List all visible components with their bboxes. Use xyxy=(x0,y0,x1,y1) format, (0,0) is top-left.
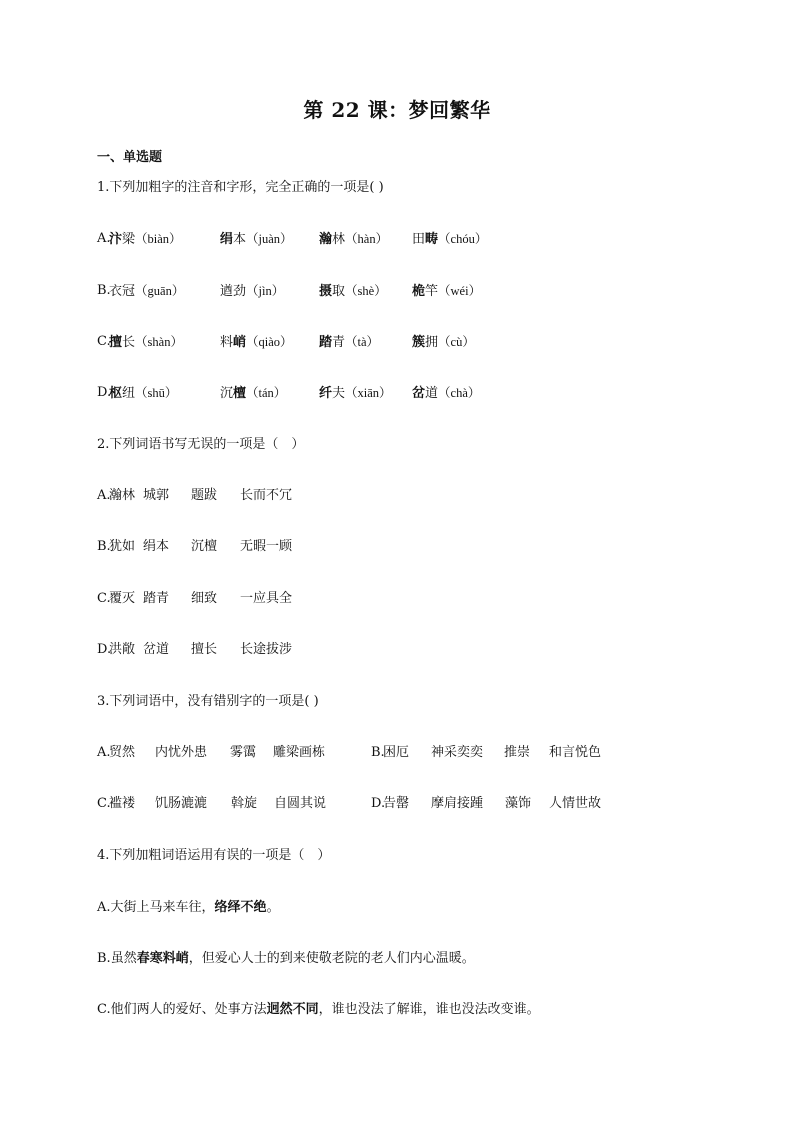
bold-phrase: 络绎不绝 xyxy=(214,900,267,915)
bold-char: 檀 xyxy=(233,386,247,401)
bold-char: 纤 xyxy=(319,386,333,401)
question-2-stem: 2.下列词语书写无误的一项是（ ） xyxy=(97,437,305,452)
option-word: 题跋 xyxy=(191,488,218,503)
option-word: 岔道 xyxy=(143,642,170,657)
pinyin: （wéi） xyxy=(438,284,482,298)
option-word: 无暇一顾 xyxy=(240,539,293,554)
question-1-stem: 1.下列加粗字的注音和字形，完全正确的一项是( ) xyxy=(97,180,384,195)
option-word: 长途拔涉 xyxy=(240,642,293,657)
question-3-stem: 3.下列词语中，没有错别字的一项是( ) xyxy=(97,694,319,709)
pinyin: （shū） xyxy=(135,386,178,400)
word-rest: 长 xyxy=(122,335,136,350)
option-word: 城郭 xyxy=(143,488,170,503)
pinyin: （hàn） xyxy=(345,232,389,246)
bold-char: 摄 xyxy=(319,284,333,299)
option-letter: D. xyxy=(371,796,386,811)
option-word: 细致 xyxy=(191,591,218,606)
pinyin: （jìn） xyxy=(246,284,285,298)
bold-phrase: 春寒料峭 xyxy=(136,951,189,966)
option-word xyxy=(412,385,480,402)
pinyin: （shè） xyxy=(345,284,387,298)
word-rest: 拥 xyxy=(425,335,439,350)
option-word xyxy=(412,283,481,300)
word-rest: 道 xyxy=(425,386,439,401)
option-letter: D. xyxy=(97,385,112,400)
option-word: 长而不冗 xyxy=(240,488,293,503)
word-prefix: 沉 xyxy=(220,386,234,401)
sentence-suffix: 。 xyxy=(266,900,280,915)
option-letter: C. xyxy=(97,591,111,606)
option-word: 沉檀 xyxy=(191,539,218,554)
pinyin: （tà） xyxy=(345,335,380,349)
option-letter: B. xyxy=(97,539,111,554)
option-word: 贸然 xyxy=(109,745,136,760)
word-prefix: 料 xyxy=(220,335,234,350)
bold-char: 擅 xyxy=(109,335,123,350)
word-rest: 梁 xyxy=(122,232,136,247)
sentence-prefix: 大街上马来车往， xyxy=(110,900,215,915)
sentence-prefix: 虽然 xyxy=(110,951,137,966)
option-word xyxy=(319,231,388,248)
word-rest: 本 xyxy=(233,232,247,247)
pinyin: （juàn） xyxy=(246,232,293,246)
pinyin: （chóu） xyxy=(438,232,488,246)
pinyin: （shàn） xyxy=(135,335,183,349)
sentence-prefix: 他们两人的爱好、处事方法 xyxy=(110,1002,267,1017)
option-letter: C. xyxy=(97,334,111,349)
sentence-suffix: ，但爱心人士的到来使敬老院的老人们内心温暖。 xyxy=(188,951,475,966)
word-rest: 青 xyxy=(332,335,346,350)
option-letter: A. xyxy=(97,745,111,760)
option-word: 自圆其说 xyxy=(274,796,327,811)
option-word: 告罄 xyxy=(383,796,410,811)
question-4-option xyxy=(97,951,475,967)
pinyin: （biàn） xyxy=(135,232,182,246)
option-word: 踏青 xyxy=(143,591,170,606)
option-word xyxy=(220,334,293,351)
option-word xyxy=(319,334,379,351)
option-word xyxy=(109,334,183,351)
option-word: 褴褛 xyxy=(109,796,136,811)
option-letter: A. xyxy=(97,231,111,246)
word-rest: 取 xyxy=(332,284,346,299)
question-4-stem: 4.下列加粗词语运用有误的一项是（ ） xyxy=(97,848,331,863)
word-rest: 衣冠 xyxy=(109,284,136,299)
bold-char: 枢 xyxy=(109,386,123,401)
option-word xyxy=(109,283,184,300)
option-word: 擅长 xyxy=(191,642,218,657)
option-word xyxy=(412,334,475,351)
option-letter: C. xyxy=(97,1002,111,1017)
bold-char: 瀚 xyxy=(319,232,333,247)
option-word xyxy=(412,231,487,248)
pinyin: （tán） xyxy=(246,386,287,400)
option-word xyxy=(319,283,387,300)
bold-char: 簇 xyxy=(412,335,426,350)
pinyin: （xiān） xyxy=(345,386,392,400)
option-word xyxy=(319,385,392,402)
option-word: 饥肠漉漉 xyxy=(155,796,208,811)
option-letter: C. xyxy=(97,796,111,811)
page-title: 第 22 课：梦回繁华 xyxy=(303,98,491,122)
option-word: 人情世故 xyxy=(549,796,602,811)
option-word: 一应具全 xyxy=(240,591,293,606)
option-word: 犹如 xyxy=(109,539,136,554)
option-word: 雕梁画栋 xyxy=(273,745,326,760)
option-letter: B. xyxy=(97,283,111,298)
question-4-option xyxy=(97,1002,540,1018)
bold-char: 汴 xyxy=(109,232,123,247)
bold-char: 畴 xyxy=(425,232,439,247)
option-word: 洪敞 xyxy=(109,642,136,657)
option-letter: D. xyxy=(97,642,112,657)
pinyin: （cù） xyxy=(438,335,475,349)
option-letter: B. xyxy=(371,745,385,760)
bold-char: 踏 xyxy=(319,335,333,350)
option-word: 斡旋 xyxy=(231,796,258,811)
word-prefix: 田 xyxy=(412,232,426,247)
option-letter: A. xyxy=(97,900,111,915)
bold-char: 桅 xyxy=(412,284,426,299)
option-word: 覆灭 xyxy=(109,591,136,606)
option-word: 瀚林 xyxy=(109,488,136,503)
question-4-option xyxy=(97,900,280,916)
pinyin: （chà） xyxy=(438,386,481,400)
option-word: 神采奕奕 xyxy=(431,745,484,760)
option-word xyxy=(109,385,177,402)
option-letter: B. xyxy=(97,951,111,966)
word-rest: 遒劲 xyxy=(220,284,247,299)
pinyin: （guān） xyxy=(135,284,185,298)
option-word xyxy=(220,385,286,402)
option-word: 藻饰 xyxy=(505,796,532,811)
option-word xyxy=(220,231,293,248)
option-word: 内忧外患 xyxy=(155,745,208,760)
option-word: 摩肩接踵 xyxy=(431,796,484,811)
option-word xyxy=(109,231,182,248)
option-word: 绢本 xyxy=(143,539,170,554)
option-letter: A. xyxy=(97,488,111,503)
bold-char: 绢 xyxy=(220,232,234,247)
section-heading: 一、单选题 xyxy=(97,150,163,165)
sentence-suffix: ，谁也没法了解谁，谁也没法改变谁。 xyxy=(318,1002,540,1017)
pinyin: （qiào） xyxy=(246,335,293,349)
bold-char: 峭 xyxy=(233,335,247,350)
option-word xyxy=(220,283,284,300)
word-rest: 夫 xyxy=(332,386,346,401)
word-rest: 纽 xyxy=(122,386,136,401)
bold-char: 岔 xyxy=(412,386,426,401)
option-word: 雾霭 xyxy=(230,745,257,760)
bold-phrase: 迥然不同 xyxy=(266,1002,319,1017)
word-rest: 林 xyxy=(332,232,346,247)
option-word: 困厄 xyxy=(383,745,410,760)
word-rest: 竿 xyxy=(425,284,439,299)
option-word: 推崇 xyxy=(504,745,531,760)
option-word: 和言悦色 xyxy=(549,745,602,760)
